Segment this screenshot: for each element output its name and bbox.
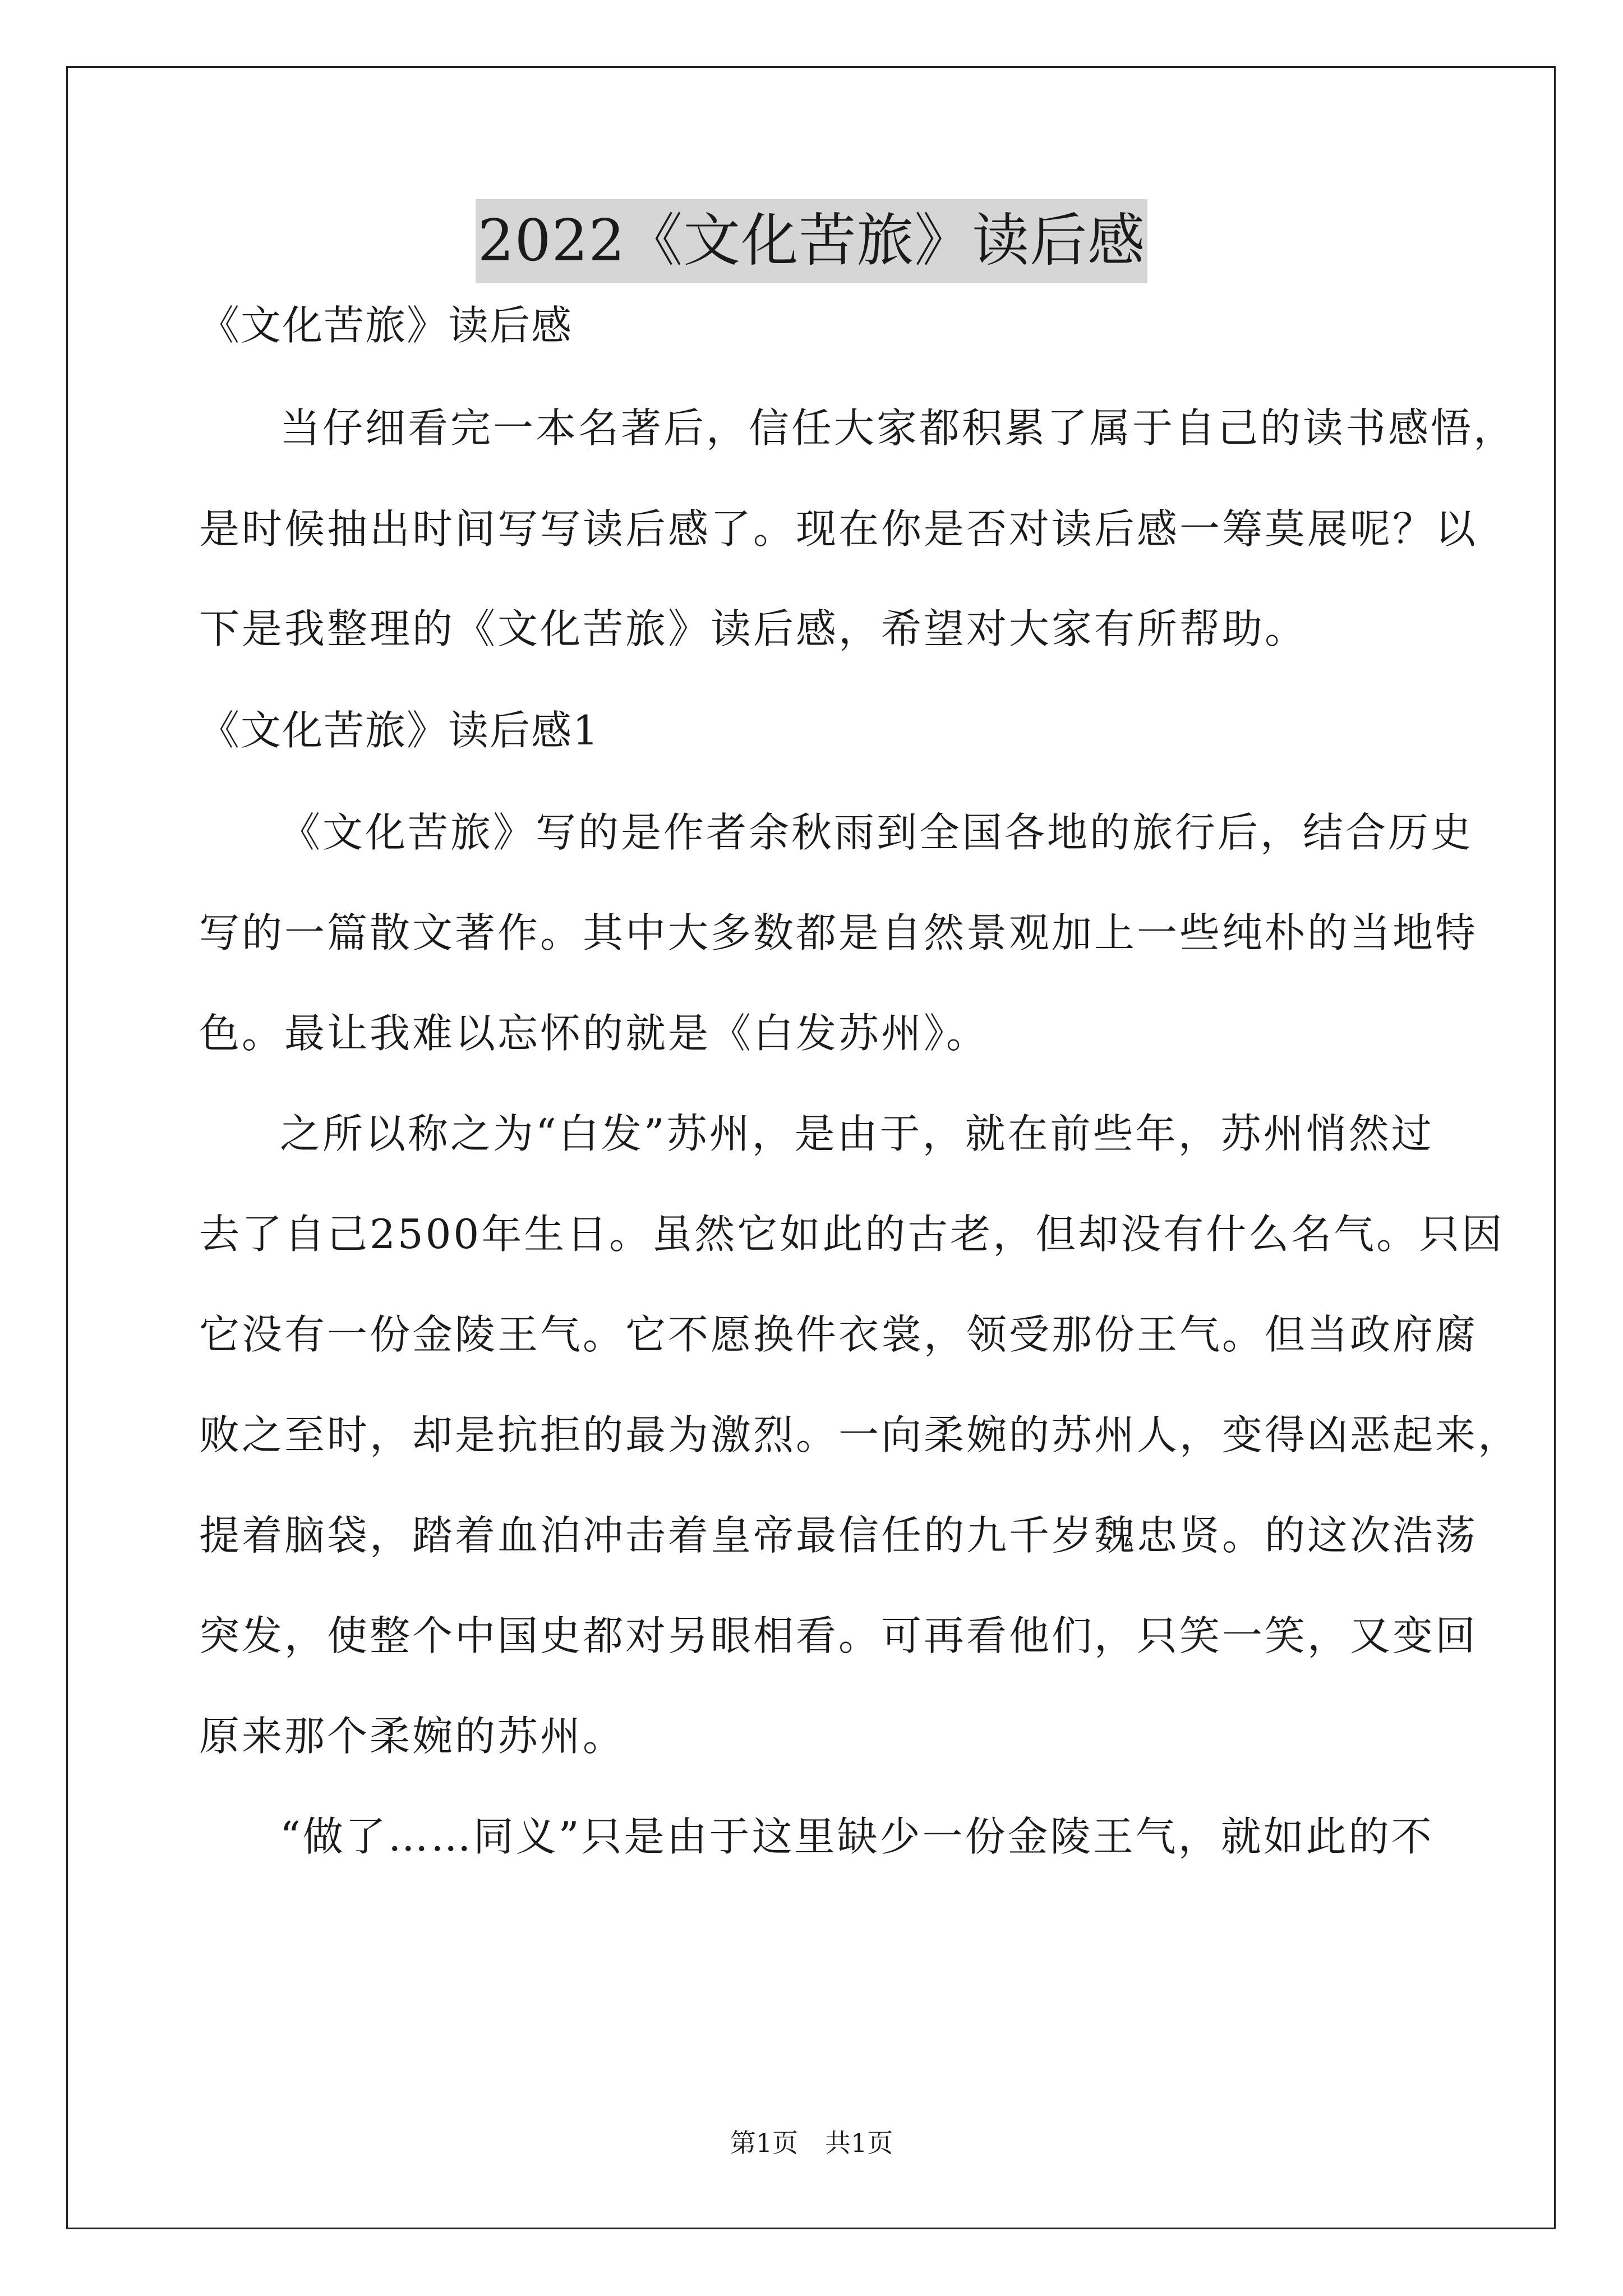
page-total: 共1页 bbox=[825, 2128, 893, 2158]
paragraph-line: 下是我整理的《文化苦旅》读后感，希望对大家有所帮助。 bbox=[199, 605, 1308, 652]
page-number: 第1页 bbox=[730, 2128, 798, 2158]
paragraph-line: 当仔细看完一本名著后，信任大家都积累了属于自己的读书感悟， bbox=[280, 404, 1516, 452]
section-heading: 《文化苦旅》读后感 bbox=[199, 302, 573, 349]
paragraph-line: “做了……同义”只是由于这里缺少一份金陵王气，就如此的不 bbox=[280, 1813, 1434, 1860]
paragraph-line: 去了自己2500年生日。虽然它如此的古老，但却没有什么名气。只因 bbox=[199, 1211, 1505, 1258]
paragraph-line: 之所以称之为“白发”苏州，是由于，就在前些年，苏州悄然过 bbox=[280, 1110, 1434, 1157]
paragraph-line: 提着脑袋，踏着血泊冲击着皇帝最信任的九千岁魏忠贤。的这次浩荡 bbox=[199, 1512, 1478, 1559]
paragraph-line: 败之至时，却是抗拒的最为激烈。一向柔婉的苏州人，变得凶恶起来， bbox=[199, 1411, 1521, 1458]
paragraph-line: 原来那个柔婉的苏州。 bbox=[199, 1713, 626, 1760]
paragraph-line: 《文化苦旅》写的是作者余秋雨到全国各地的旅行后，结合历史 bbox=[280, 809, 1474, 856]
section-heading: 《文化苦旅》读后感1 bbox=[199, 707, 600, 754]
title-container bbox=[0, 199, 1623, 283]
document-title: 2022《文化苦旅》读后感 bbox=[476, 199, 1148, 283]
paragraph-line: 写的一篇散文著作。其中大多数都是自然景观加上一些纯朴的当地特 bbox=[199, 909, 1478, 956]
page-footer bbox=[0, 2126, 1623, 2160]
paragraph-line: 色。最让我难以忘怀的就是《白发苏州》。 bbox=[199, 1010, 989, 1057]
paragraph-line: 它没有一份金陵王气。它不愿换件衣裳，领受那份王气。但当政府腐 bbox=[199, 1311, 1478, 1358]
paragraph-line: 是时候抽出时间写写读后感了。现在你是否对读后感一筹莫展呢？以 bbox=[199, 505, 1478, 553]
paragraph-line: 突发，使整个中国史都对另眼相看。可再看他们，只笑一笑，又变回 bbox=[199, 1612, 1478, 1659]
